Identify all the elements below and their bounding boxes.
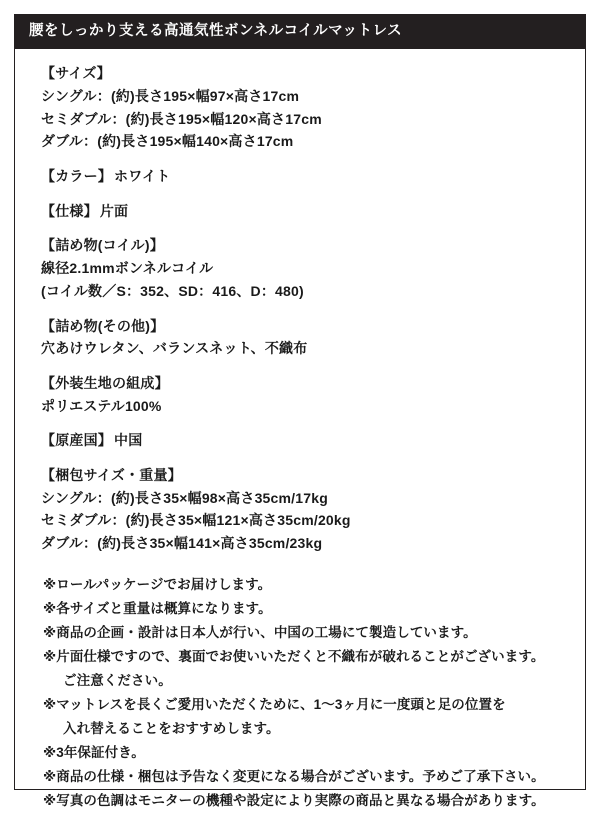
note-item: ※各サイズと重量は概算になります。 — [43, 600, 272, 616]
spec-line: シングル：(約)長さ195×幅97×高さ17cm — [41, 88, 300, 105]
spec-group-size — [41, 63, 575, 153]
spec-heading-label: 【梱包サイズ・重量】 — [41, 466, 182, 483]
spec-group-package-size-weight — [41, 465, 575, 555]
spec-heading-value — [169, 375, 171, 391]
spec-heading — [41, 235, 575, 257]
spec-group-country-of-origin — [41, 430, 575, 452]
note-item: ※商品の仕様・梱包は予告なく変更になる場合がございます。予めご了承下さい。 — [43, 768, 545, 784]
spec-heading-value: ホワイト — [114, 168, 171, 185]
spec-heading — [41, 465, 575, 487]
spec-line: (コイル数／S：352、SD：416、D：480) — [41, 282, 304, 299]
note-item: ※3年保証付き。 — [43, 744, 145, 760]
spec-line: 穴あけウレタン、バランスネット、不織布 — [41, 340, 308, 357]
note-item-continuation: ご注意ください。 — [63, 672, 172, 688]
spec-heading-label: 【仕様】 — [41, 202, 98, 219]
spec-heading-value — [164, 237, 166, 253]
spec-heading — [41, 430, 575, 452]
spec-line: セミダブル：(約)長さ195×幅120×高さ17cm — [41, 110, 322, 127]
note-item: ※ロールパッケージでお届けします。 — [43, 576, 272, 592]
spec-heading — [41, 373, 575, 395]
spec-heading-value: 片面 — [99, 202, 129, 219]
spec-heading-label: 【詰め物(その他)】 — [41, 317, 165, 334]
note-item-continuation: 入れ替えることをおすすめします。 — [63, 720, 280, 736]
spec-heading-label: 【外装生地の組成】 — [41, 374, 169, 391]
spec-line: ダブル：(約)長さ195×幅140×高さ17cm — [41, 133, 294, 150]
spec-heading — [41, 201, 575, 223]
spec-heading — [41, 316, 575, 338]
spec-group-filling-coil — [41, 235, 575, 302]
note-item: ※写真の色調はモニターの機種や設定により実際の商品と異なる場合があります。 — [43, 792, 545, 808]
spec-group-filling-other — [41, 316, 575, 360]
product-title-bar: 腰をしっかり支える高通気性ボンネルコイルマットレス — [15, 15, 585, 49]
spec-group-fabric-composition — [41, 373, 575, 417]
spec-heading-label: 【カラー】 — [41, 168, 112, 185]
spec-heading-value — [182, 467, 184, 483]
spec-group-specification — [41, 201, 575, 223]
spec-line: ダブル：(約)長さ35×幅141×高さ35cm/23kg — [41, 534, 323, 551]
spec-heading-value — [111, 65, 113, 81]
specification-list — [15, 49, 585, 812]
spec-line: 線径2.1mmボンネルコイル — [41, 260, 214, 277]
spec-heading-label: 【詰め物(コイル)】 — [41, 237, 164, 254]
spec-heading-label: 【原産国】 — [41, 432, 112, 449]
spec-line: セミダブル：(約)長さ35×幅121×高さ35cm/20kg — [41, 512, 351, 529]
note-item: ※商品の企画・設計は日本人が行い、中国の工場にて製造しています。 — [43, 624, 477, 640]
spec-line: ポリエステル100% — [41, 397, 162, 414]
spec-heading — [41, 63, 575, 85]
spec-heading-value: 中国 — [114, 432, 143, 449]
spec-group-color — [41, 166, 575, 188]
specification-card — [14, 14, 586, 808]
spec-heading-label: 【サイズ】 — [41, 65, 111, 82]
note-item: ※マットレスを長くご愛用いただくために、1〜3ヶ月に一度頭と足の位置を — [43, 696, 506, 712]
spec-heading-value — [164, 318, 166, 334]
notes-list — [41, 573, 575, 813]
spec-heading — [41, 166, 575, 188]
spec-line: シングル：(約)長さ35×幅98×高さ35cm/17kg — [41, 489, 328, 506]
note-item: ※片面仕様ですので、裏面でお使いいただくと不織布が破れることがございます。 — [43, 648, 545, 664]
